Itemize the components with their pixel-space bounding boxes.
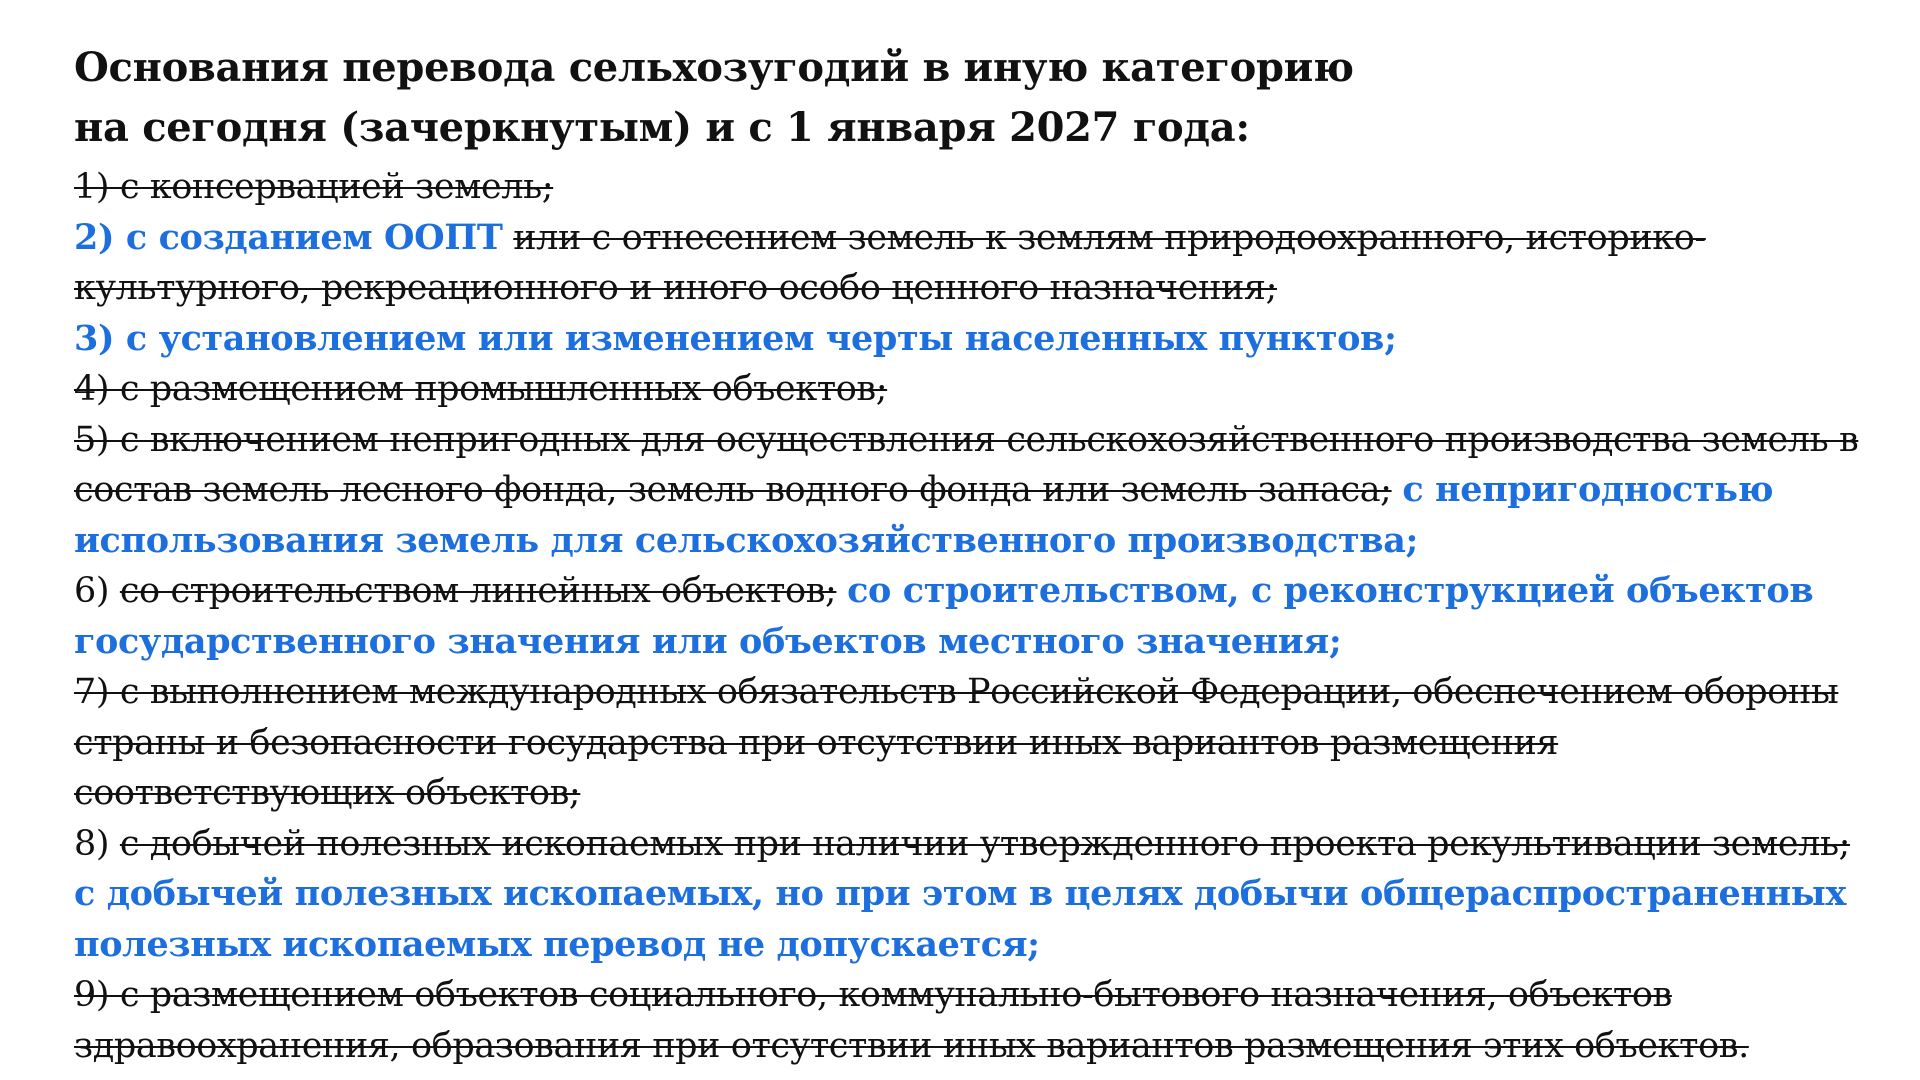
page-title xyxy=(74,38,1874,158)
list-item-4 xyxy=(74,364,1874,415)
list-item-1 xyxy=(74,162,1874,213)
list-item-6 xyxy=(74,566,1874,667)
list-item-2 xyxy=(74,213,1874,314)
new-text: с добычей полезных ископаемых, но при этом в целях добычи общераспространенных полезных ископаемых перевод не допускается; xyxy=(74,873,1846,965)
list-item-8 xyxy=(74,819,1874,971)
struck-text: с добычей полезных ископаемых при наличии утвержденного проекта рекультивации земель; xyxy=(119,823,1851,864)
new-text: со строительством, с реконструкцией объектов государственного значения или объектов местного значения; xyxy=(74,570,1814,662)
struck-text: 4) с размещением промышленных объектов; xyxy=(74,369,888,409)
new-text: 3) с установлением или изменением черты населенных пунктов; xyxy=(74,317,1397,359)
new-text: с непригодностью использования земель для сельскохозяйственного производства; xyxy=(74,469,1774,561)
new-text: 2) с созданием ООПТ xyxy=(74,216,503,258)
struck-text: 5) с включением непригодных для осуществления сельскохозяйственного производства земель в состав земель лесного фонда, земель водного фонда или земель запаса; xyxy=(74,419,1859,510)
struck-text: 7) с выполнением международных обязательств Российской Федерации, обеспечением обороны страны и безопасности государства при отсутствии иных вариантов размещения соответствующих объектов; xyxy=(74,672,1839,813)
item-number: 6) xyxy=(74,571,110,611)
list-item-3 xyxy=(74,314,1874,365)
title-line-2: на сегодня (зачеркнутым) и с 1 января 2027 года: xyxy=(74,104,1250,151)
struck-text: 9) с размещением объектов социального, коммунально-бытового назначения, объектов здравоохранения, образования при отсутствии иных вариантов размещения этих объектов. xyxy=(74,975,1749,1066)
list xyxy=(74,162,1874,1071)
document-page xyxy=(74,38,1874,1071)
list-item-5 xyxy=(74,415,1874,567)
struck-text: со строительством линейных объектов; xyxy=(119,571,837,611)
item-number: 8) xyxy=(74,823,110,864)
struck-text: 1) с консервацией земель; xyxy=(74,167,554,207)
struck-text: или с отнесением земель к землям природоохранного, историко-культурного, рекреационного и иного особо ценного назначения; xyxy=(74,217,1706,308)
list-item-7 xyxy=(74,667,1874,819)
list-item-9 xyxy=(74,970,1874,1071)
title-line-1: Основания перевода сельхозугодий в иную категорию xyxy=(74,44,1354,91)
